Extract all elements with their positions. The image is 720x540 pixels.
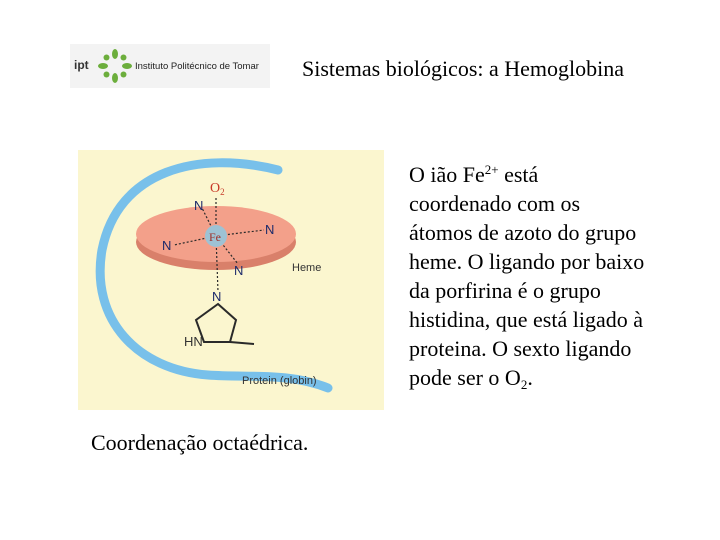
- figure-caption: Coordenação octaédrica.: [91, 430, 309, 455]
- heme-label: Heme: [292, 262, 322, 274]
- paragraph-line: O ião $Fe^{2+}$ está: [409, 162, 539, 187]
- paragraph-line: coordenado com os: [409, 191, 581, 216]
- paragraph-line: pode ser o $O_2$.: [409, 365, 533, 392]
- paragraph-line: histidina, que está ligado à: [409, 307, 643, 332]
- hn-label: HN: [184, 334, 203, 349]
- logo-petal: [121, 72, 127, 78]
- logo-petal: [112, 73, 118, 83]
- logo-petal: [98, 63, 108, 69]
- fe-label: Fe: [209, 230, 221, 244]
- nitrogen-label: N: [265, 222, 275, 237]
- logo-petal: [104, 55, 110, 61]
- institution-logo: [70, 44, 270, 88]
- paragraph-line: proteina. O sexto ligando: [409, 336, 632, 361]
- logo-institution-name: Instituto Politécnico de Tomar: [135, 61, 259, 72]
- diagram-background: [78, 150, 384, 410]
- logo-petal: [112, 49, 118, 59]
- paragraph-line: heme. O ligando por baixo: [409, 249, 645, 274]
- paragraph-line: da porfirina é o grupo: [409, 278, 601, 303]
- protein-globin-label: Protein (globin): [242, 375, 317, 387]
- explanation-paragraph: [409, 160, 709, 392]
- paragraph-line: átomos de azoto do grupo: [409, 220, 637, 245]
- hemoglobin-heme-diagram: [78, 150, 384, 410]
- logo-petal: [121, 55, 127, 61]
- heme-diagram-svg: [78, 150, 384, 410]
- logo-abbreviation: ipt: [74, 58, 89, 72]
- histidine-nitrogen-label: N: [212, 289, 222, 304]
- logo-petal: [104, 72, 110, 78]
- nitrogen-label: N: [162, 238, 172, 253]
- logo-petal: [122, 63, 132, 69]
- nitrogen-label: N: [234, 263, 244, 278]
- o2-label: $O_2$: [210, 181, 225, 197]
- nitrogen-label: N: [194, 198, 204, 213]
- slide-title: Sistemas biológicos: a Hemoglobina: [302, 56, 625, 81]
